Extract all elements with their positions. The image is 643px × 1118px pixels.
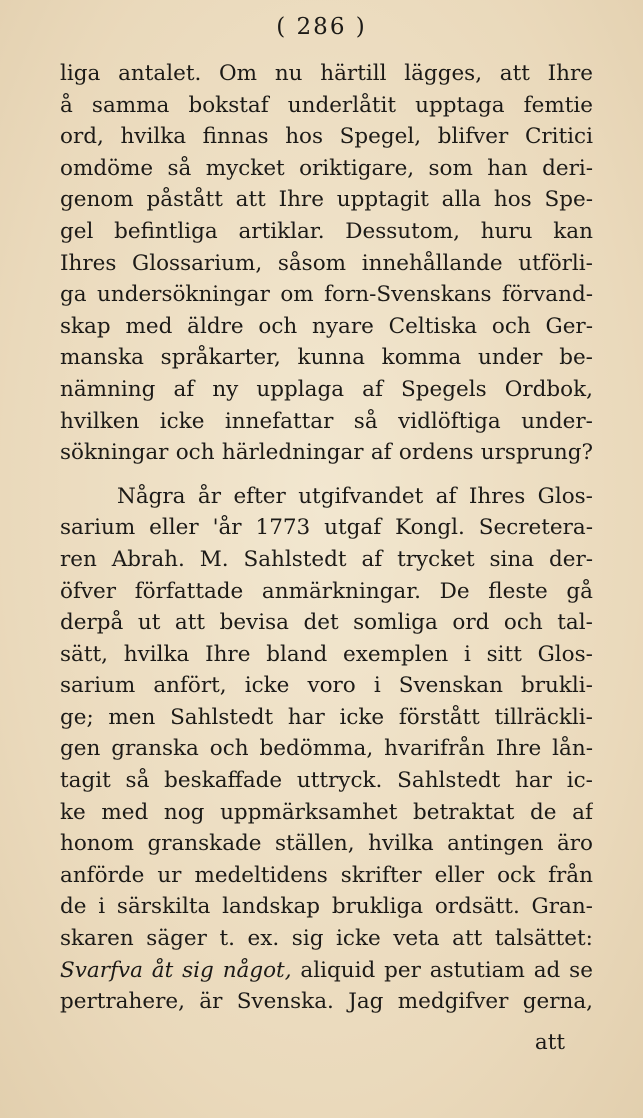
text-line: å samma bokstaf underlåtit upptaga femtie	[60, 92, 593, 118]
text-line: ke med nog uppmärksamhet betraktat de af	[60, 799, 593, 825]
text-line: ga undersökningar om forn-Svenskans förvand-	[60, 282, 593, 308]
text-line: manska språkarter, kunna komma under be-	[60, 345, 593, 371]
text-line: hvilken icke innefattar så vidlöftiga under-	[60, 408, 593, 434]
text-line: ge; men Sahlstedt har icke förstått tillräckli-	[60, 704, 593, 730]
text-line: Några år efter utgifvandet af Ihres Glos-	[117, 483, 593, 509]
text-line: de i särskilta landskap brukliga ordsätt. Gran-	[60, 894, 593, 920]
body-text	[60, 58, 593, 1018]
text-line: nämning af ny upplaga af Spegels Ordbok,	[60, 376, 593, 402]
text-line: sökningar och härledningar af ordens ursprung?	[60, 440, 593, 466]
text-line: gel befintliga artiklar. Dessutom, huru kan	[60, 218, 593, 244]
paragraph	[60, 58, 593, 469]
text-line: Ihres Glossarium, såsom innehållande utförli-	[60, 250, 593, 276]
page-number: ( 286 )	[276, 14, 367, 40]
text-line: tagit så beskaffade uttryck. Sahlstedt har ic-	[60, 768, 593, 794]
paragraph-gap	[60, 469, 593, 481]
text-line: sarium anfört, icke voro i Svenskan brukli-	[60, 673, 593, 699]
paragraph	[60, 481, 593, 1018]
text-line: anförde ur medeltidens skrifter eller ock från	[60, 862, 593, 888]
text-line: honom granskade ställen, hvilka antingen äro	[60, 831, 593, 857]
text-line: pertrahere, är Svenska. Jag medgifver gerna,	[60, 989, 593, 1015]
text-line: sarium eller 'år 1773 utgaf Kongl. Secretera-	[60, 515, 593, 541]
text-line: Svarfva åt sig något, aliquid per astutiam ad se	[60, 957, 593, 983]
text-line: omdöme så mycket oriktigare, som han deri-	[60, 155, 593, 181]
catchword: att	[534, 1030, 565, 1055]
text-line: öfver författade anmärkningar. De fleste gå	[60, 578, 593, 604]
text-line: ren Abrah. M. Sahlstedt af trycket sina der-	[60, 546, 593, 572]
text-line: gen granska och bedömma, hvarifrån Ihre lån-	[60, 736, 593, 762]
text-line: skap med äldre och nyare Celtiska och Ger-	[60, 313, 593, 339]
text-line: skaren säger t. ex. sig icke veta att talsättet:	[60, 926, 593, 952]
text-line: derpå ut att bevisa det somliga ord och tal-	[60, 610, 593, 636]
text-line: sätt, hvilka Ihre bland exemplen i sitt Glos-	[60, 641, 593, 667]
text-line: ord, hvilka finnas hos Spegel, blifver Critici	[60, 124, 593, 150]
text-line: liga antalet. Om nu härtill lägges, att Ihre	[60, 61, 593, 86]
text-line: genom påstått att Ihre upptagit alla hos Spe-	[60, 187, 593, 213]
